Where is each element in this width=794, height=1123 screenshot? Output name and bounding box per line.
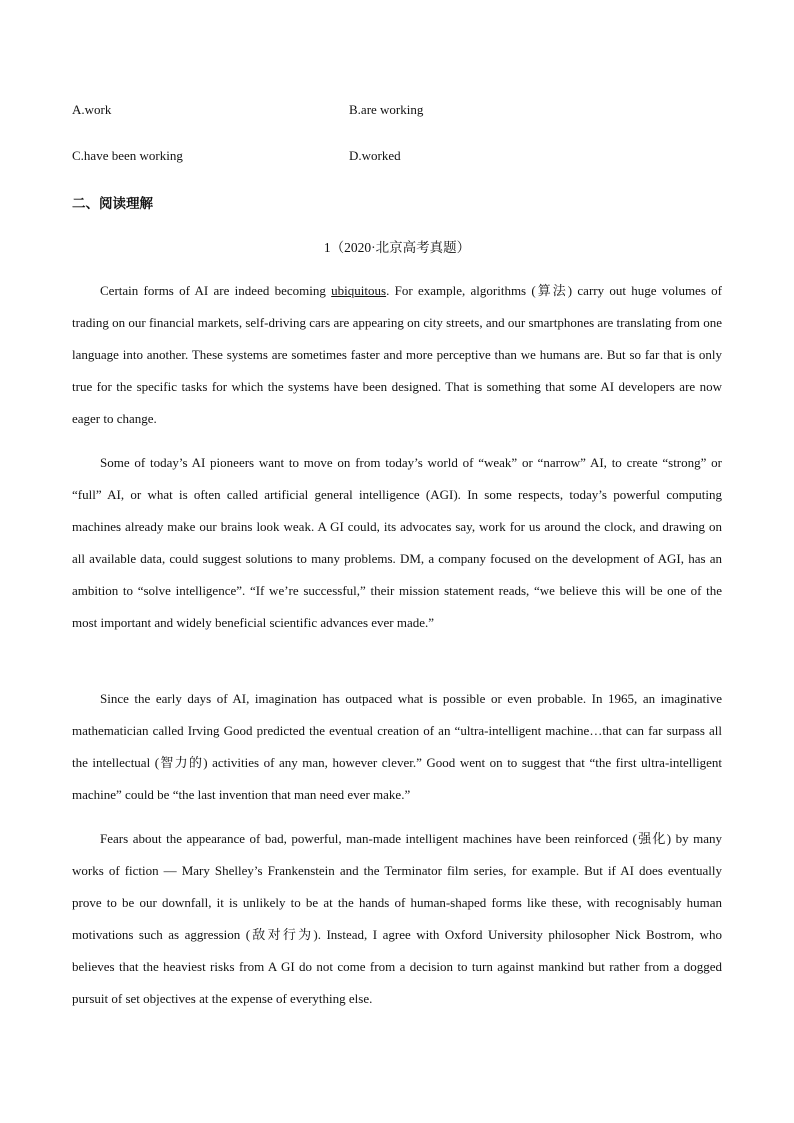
option-b[interactable]: B.are working (349, 102, 424, 117)
option-d[interactable]: D.worked (349, 148, 401, 163)
paragraph-1-rest: . For example, algorithms (算法) carry out huge volumes of trading on our financial markets, self-driving cars are appearing on city streets, and our smartphones are translating from one language into another. These systems are sometimes faster and more perceptive than we humans are. But so far that is only true for the specific tasks for which the systems have been designed. That is something that some AI developers are now eager to change. (72, 283, 722, 426)
paragraph-1-start: Certain forms of AI are indeed becoming (100, 283, 332, 298)
passage-title: 1（2020·北京高考真题） (323, 240, 471, 255)
paragraph-3: Since the early days of AI, imagination has outpaced what is possible or even probable. In 1965, an imaginative mathematician called Irving Good predicted the eventual creation of an “ultra-intelligent machine…that can far surpass all the intellectual (智力的) activities of any man, however clever.” Good went on to suggest that “the first ultra-intelligent machine” could be “the last invention that man need ever make.” (72, 691, 722, 802)
section-heading: 二、阅读理解 (72, 196, 153, 212)
option-c[interactable]: C.have been working (72, 148, 183, 163)
underlined-word: ubiquitous (331, 283, 387, 298)
paragraph-1 (72, 275, 722, 435)
paragraph-2: Some of today’s AI pioneers want to move on from today’s world of “weak” or “narrow” AI, to create “strong” or “full” AI, or what is often called artificial general intelligence (AGI). In some respects, today’s powerful computing machines already make our brains look weak. A GI could, its advocates say, work for us around the clock, and drawing on all available data, could suggest solutions to many problems. DM, a company focused on the development of AGI, has an ambition to “solve intelligence”. “If we’re successful,” their mission statement reads, “we believe this will be one of the most important and widely beneficial scientific advances ever made.” (72, 455, 722, 630)
option-a[interactable]: A.work (72, 102, 112, 117)
paragraph-4: Fears about the appearance of bad, powerful, man-made intelligent machines have been reinforced (强化) by many works of fiction — Mary Shelley’s Frankenstein and the Terminator film series, for example. But if AI does eventually prove to be our downfall, it is unlikely to be at the hands of human-shaped forms like these, with recognisably human motivations such as aggression (敌对行为). Instead, I agree with Oxford University philosopher Nick Bostrom, who believes that the heaviest risks from A GI do not come from a decision to turn against mankind but rather from a dogged pursuit of set objectives at the expense of everything else. (72, 831, 722, 1006)
